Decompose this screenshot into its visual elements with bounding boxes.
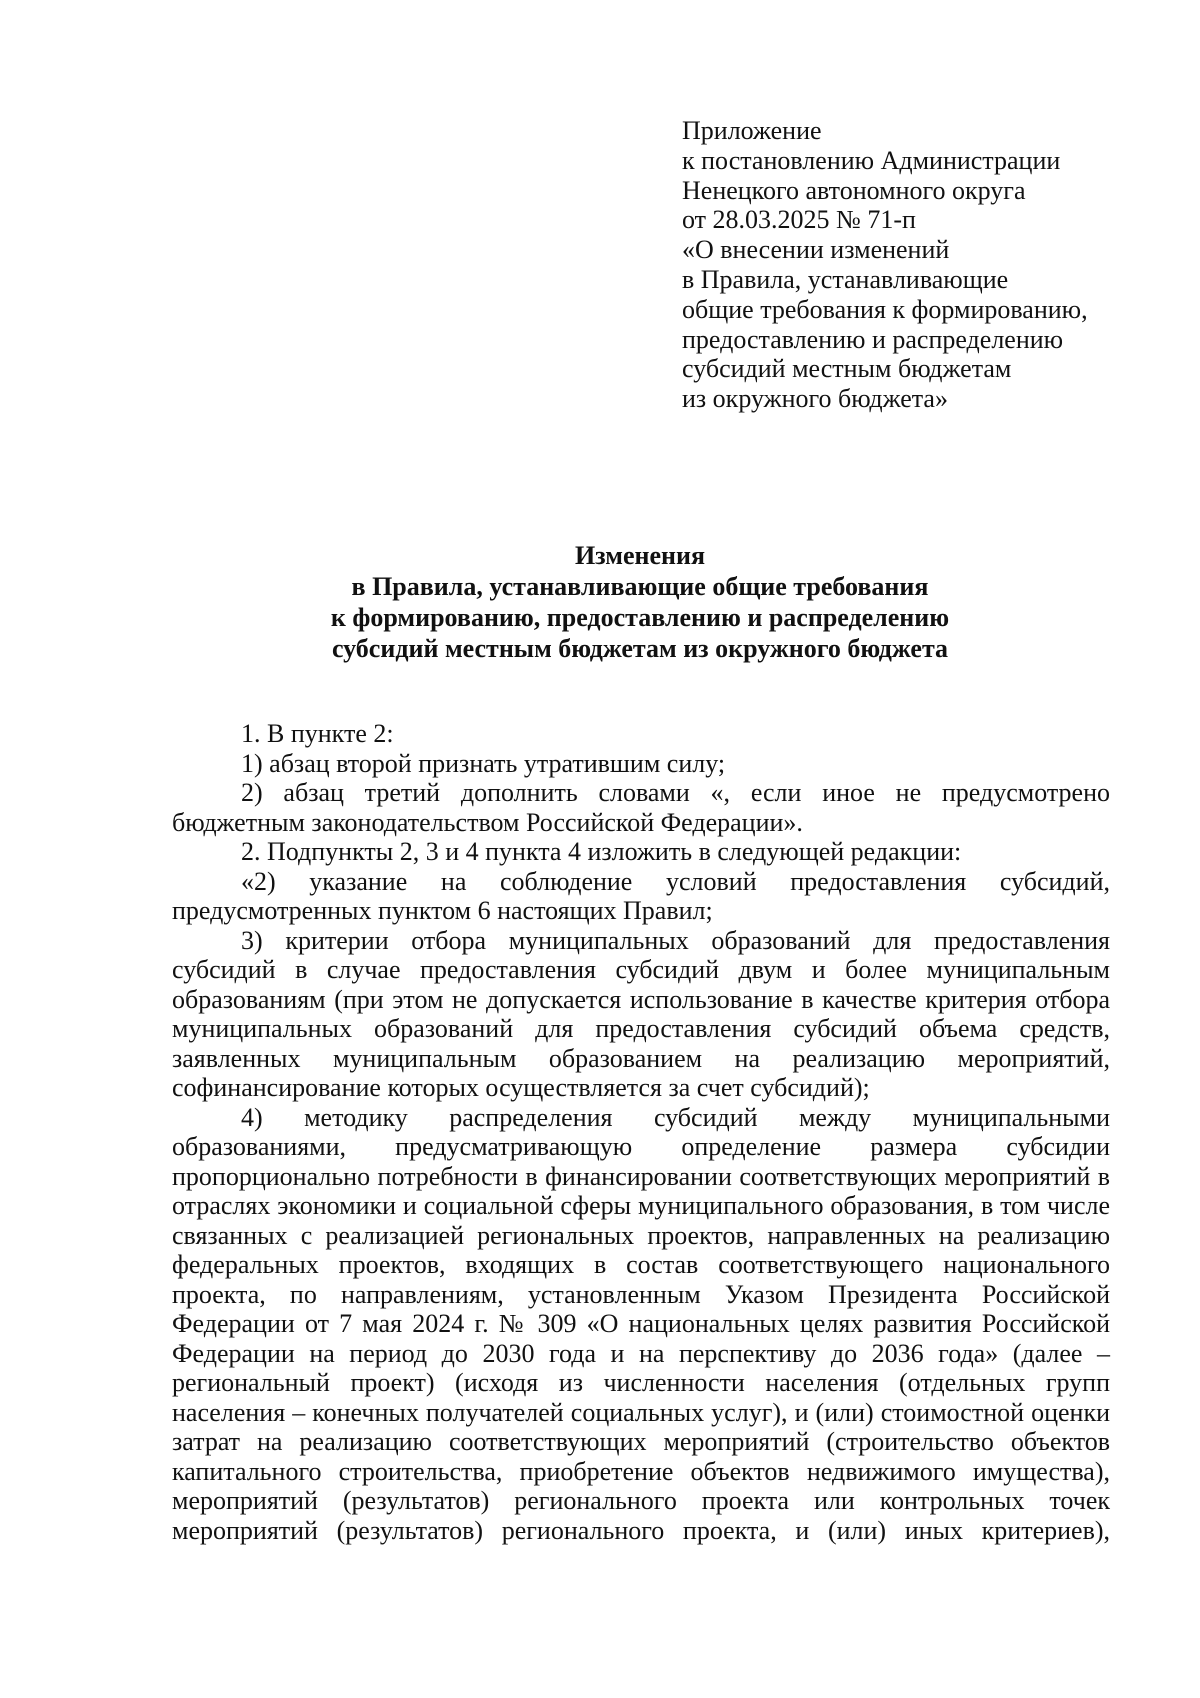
appendix-line: Ненецкого автономного округа — [682, 175, 1026, 205]
paragraph-subitem-2: 2) абзац третий дополнить словами «, если иное не предусмотрено бюджетным законодательством Российской Федерации». — [172, 778, 1110, 837]
appendix-line: в Правила, устанавливающие — [682, 264, 1009, 294]
appendix-line: предоставлению и распределению — [682, 324, 1064, 354]
appendix-line: от 28.03.2025 № 71-п — [682, 205, 916, 235]
appendix-line: Приложение — [682, 116, 822, 145]
paragraph-item-1: 1. В пункте 2: — [241, 719, 394, 748]
document-body — [172, 719, 1110, 1545]
appendix-header — [682, 116, 1162, 414]
appendix-line: субсидий местным бюджетам — [682, 354, 1012, 384]
paragraph-subitem-3-new: 3) критерии отбора муниципальных образований для предоставления субсидий в случае предоставления субсидий двум и более муниципальным образованиям (при этом не допускается использование в качестве критерия отбора муниципальных образований для предоставления субсидий объема средств, заявленных муниципальным образованием на реализацию мероприятий, софинансирование которых осуществляется за счет субсидий); — [172, 925, 1110, 1102]
paragraph-item-2: 2. Подпункты 2, 3 и 4 пункта 4 изложить в следующей редакции: — [241, 837, 962, 866]
document-title — [170, 540, 1110, 664]
paragraph-subitem-4-new: 4) методику распределения субсидий между муниципальными образованиями, предусматривающую определение размера субсидии пропорционально потребности в финансировании соответствующих мероприятий в отраслях экономики и социальной сферы муниципального образования, в том числе связанных с реализацией региональных проектов, направленных на реализацию федеральных проектов, входящих в состав соответствующего национального проекта, по направлениям, установленным Указом Президента Российской Федерации от 7 мая 2024 г. № 309 «О национальных целях развития Российской Федерации на период до 2030 года и на перспективу до 2036 года» (далее – региональный проект) (исходя из численности населения (отдельных групп населения – конечных получателей социальных услуг), и (или) стоимостной оценки затрат на реализацию соответствующих мероприятий (строительство объектов капитального строительства, приобретение объектов недвижимого имущества), мероприятий (результатов) регионального проекта или контрольных точек мероприятий (результатов) регионального проекта, и (или) иных критериев), — [172, 1102, 1110, 1545]
paragraph-subitem-1: 1) абзац второй признать утратившим силу; — [241, 748, 726, 778]
title-line: субсидий местным бюджетам из окружного бюджета — [331, 634, 949, 663]
appendix-line: «О внесении изменений — [682, 235, 950, 265]
title-line: в Правила, устанавливающие общие требования — [351, 572, 929, 601]
title-line: к формированию, предоставлению и распределению — [330, 603, 950, 632]
appendix-line: общие требования к формированию, — [682, 294, 1088, 324]
appendix-line: к постановлению Администрации — [682, 145, 1061, 175]
paragraph-subitem-2-new: «2) указание на соблюдение условий предоставления субсидий, предусмотренных пунктом 6 настоящих Правил; — [172, 866, 1110, 925]
appendix-line: из окружного бюджета» — [682, 384, 948, 414]
title-line: Изменения — [574, 541, 706, 570]
